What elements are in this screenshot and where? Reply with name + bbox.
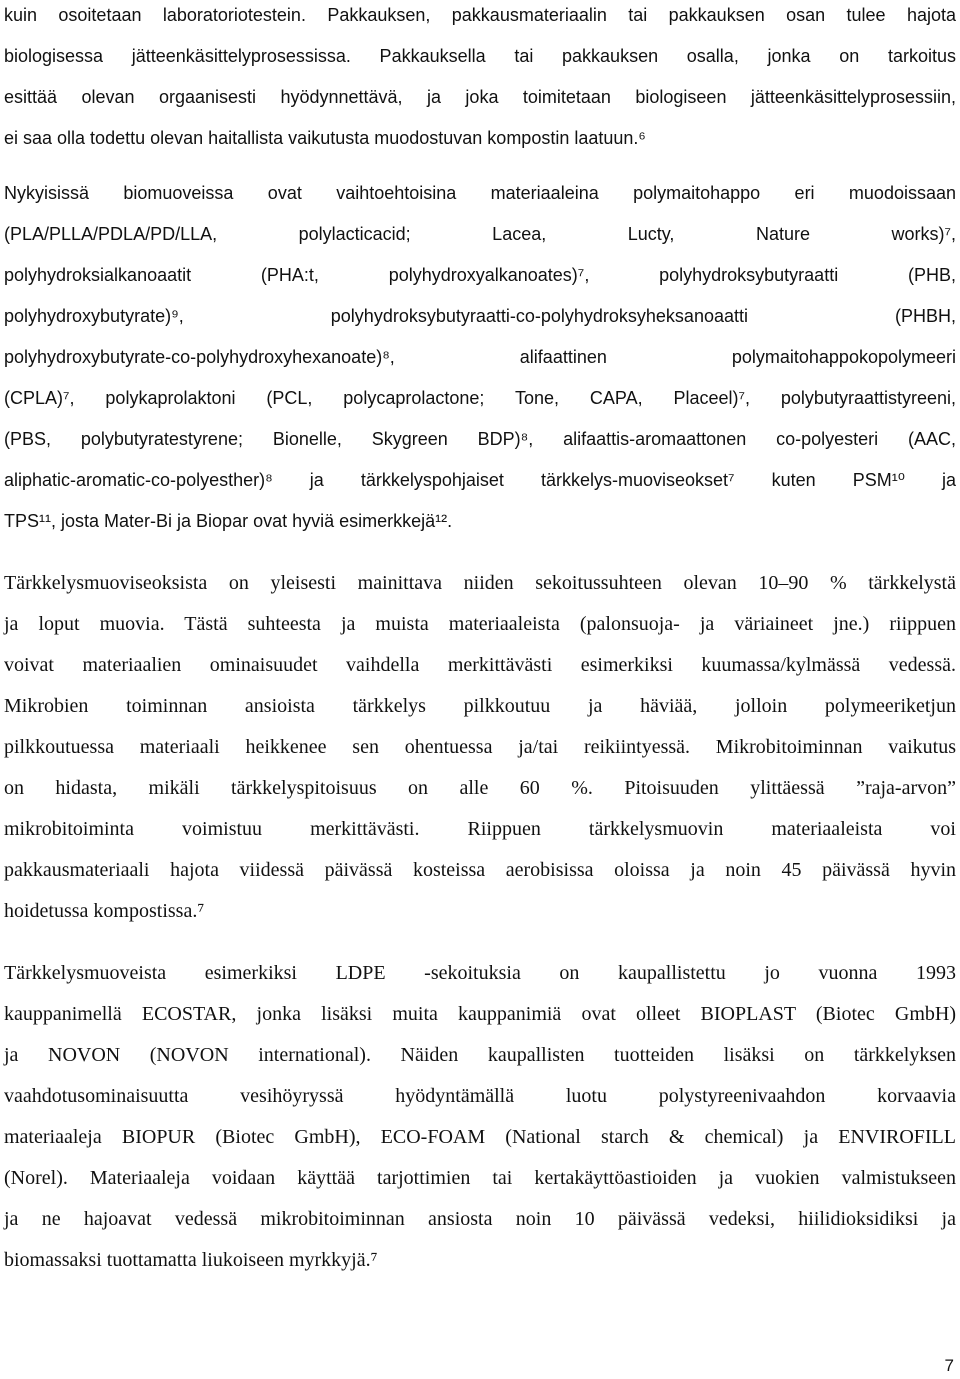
paragraph-1-line-2: biologisessa jätteenkäsittelyprosessissa. Pakkauksella tai pakkauksen osalla, jonka on tarkoitus [4, 46, 956, 66]
page-number: 7 [944, 1356, 954, 1375]
paragraph-3-line-3: voivat materiaalien ominaisuudet vaihdella merkittävästi esimerkiksi kuumassa/kylmässä vedessä. [4, 654, 956, 676]
paragraph-3-line-7: mikrobitoiminta voimistuu merkittävästi. Riippuen tärkkelysmuovin materiaaleista voi [4, 818, 956, 840]
paragraph-1 [4, 0, 956, 159]
paragraph-2-line-4: polyhydroxybutyrate)⁹, polyhydroksybutyraatti-co-polyhydroksyheksanoaatti (PHBH, [4, 306, 956, 326]
paragraph-1-line-1: kuin osoitetaan laboratoriotestein. Pakkauksen, pakkausmateriaalin tai pakkauksen osan tulee hajota [4, 5, 956, 25]
paragraph-2-line-1: Nykyisissä biomuoveissa ovat vaihtoehtoisina materiaaleina polymaitohappo eri muodoissaan [4, 183, 956, 203]
paragraph-2-line-3: polyhydroksialkanoaatit (PHA:t, polyhydroxyalkanoates)⁷, polyhydroksybutyraatti (PHB, [4, 265, 956, 285]
paragraph-4 [4, 953, 956, 1281]
paragraph-4-line-8: biomassaksi tuottamatta liukoiseen myrkkyjä.⁷ [4, 1249, 378, 1271]
paragraph-3-line-6: on hidasta, mikäli tärkkelyspitoisuus on alle 60 %. Pitoisuuden ylittäessä ”raja-arvon” [4, 777, 956, 799]
paragraph-2-line-8: aliphatic-aromatic-co-polyesther)⁸ ja tärkkelyspohjaiset tärkkelys-muoviseokset⁷ kuten PSM¹⁰ ja [4, 470, 956, 490]
paragraph-2 [4, 173, 956, 542]
paragraph-3-line-5: pilkkoutuessa materiaali heikkenee sen ohentuessa ja/tai reikiintyessä. Mikrobitoiminnan vaikutus [4, 736, 956, 758]
paragraph-4-line-3: ja NOVON (NOVON international). Näiden kaupallisten tuotteiden lisäksi on tärkkelyksen [4, 1044, 956, 1066]
paragraph-3-line-4: Mikrobien toiminnan ansioista tärkkelys pilkkoutuu ja häviää, jolloin polymeeriketjun [4, 695, 956, 717]
paragraph-4-line-5: materiaaleja BIOPUR (Biotec GmbH), ECO-FOAM (National starch & chemical) ja ENVIROFILL [4, 1126, 956, 1148]
paragraph-2-line-7: (PBS, polybutyratestyrene; Bionelle, Skygreen BDP)⁸, alifaattis-aromaattonen co-polyesteri (AAC, [4, 429, 956, 449]
paragraph-3-line-1: Tärkkelysmuoviseoksista on yleisesti mainittava niiden sekoitussuhteen olevan 10–90 % tärkkelystä [4, 572, 956, 594]
paragraph-2-line-6: (CPLA)⁷, polykaprolaktoni (PCL, polycaprolactone; Tone, CAPA, Placeel)⁷, polybutyraattistyreeni, [4, 388, 956, 408]
paragraph-2-line-2: (PLA/PLLA/PDLA/PD/LLA, polylacticacid; Lacea, Lucty, Nature works)⁷, [4, 224, 956, 244]
paragraph-3 [4, 563, 956, 932]
paragraph-3-line-2: ja loput muovia. Tästä suhteesta ja muista materiaaleista (palonsuoja- ja väriaineet jne.) riippuen [4, 613, 956, 635]
paragraph-2-line-9: TPS¹¹, josta Mater-Bi ja Biopar ovat hyviä esimerkkejä¹². [4, 511, 453, 531]
paragraph-3-line-9: hoidetussa kompostissa.⁷ [4, 900, 205, 922]
paragraph-4-line-4: vaahdotusominaisuutta vesihöyryssä hyödyntämällä luotu polystyreenivaahdon korvaavia [4, 1085, 956, 1107]
paragraph-4-line-6: (Norel). Materiaaleja voidaan käyttää tarjottimien tai kertakäyttöastioiden ja vuokien valmistukseen [4, 1167, 956, 1189]
paragraph-4-line-2: kauppanimellä ECOSTAR, jonka lisäksi muita kauppanimiä ovat olleet BIOPLAST (Biotec GmbH) [4, 1003, 956, 1025]
paragraph-1-line-4: ei saa olla todettu olevan haitallista vaikutusta muodostuvan kompostin laatuun.⁶ [4, 128, 646, 148]
paragraph-4-line-7: ja ne hajoavat vedessä mikrobitoiminnan ansiosta noin 10 päivässä vedeksi, hiilidioksidiksi ja [4, 1208, 956, 1230]
paragraph-1-line-3: esittää olevan orgaanisesti hyödynnettävä, ja joka toimitetaan biologiseen jätteenkäsittelyprosessiin, [4, 87, 956, 107]
paragraph-4-line-1: Tärkkelysmuoveista esimerkiksi LDPE -sekoituksia on kaupallistettu jo vuonna 1993 [4, 962, 956, 984]
paragraph-3-line-8: pakkausmateriaali hajota viidessä päivässä kosteissa aerobisissa oloissa ja noin 45 päivässä hyvin [4, 859, 956, 881]
paragraph-2-line-5: polyhydroxybutyrate-co-polyhydroxyhexanoate)⁸, alifaattinen polymaitohappokopolymeeri [4, 347, 956, 367]
